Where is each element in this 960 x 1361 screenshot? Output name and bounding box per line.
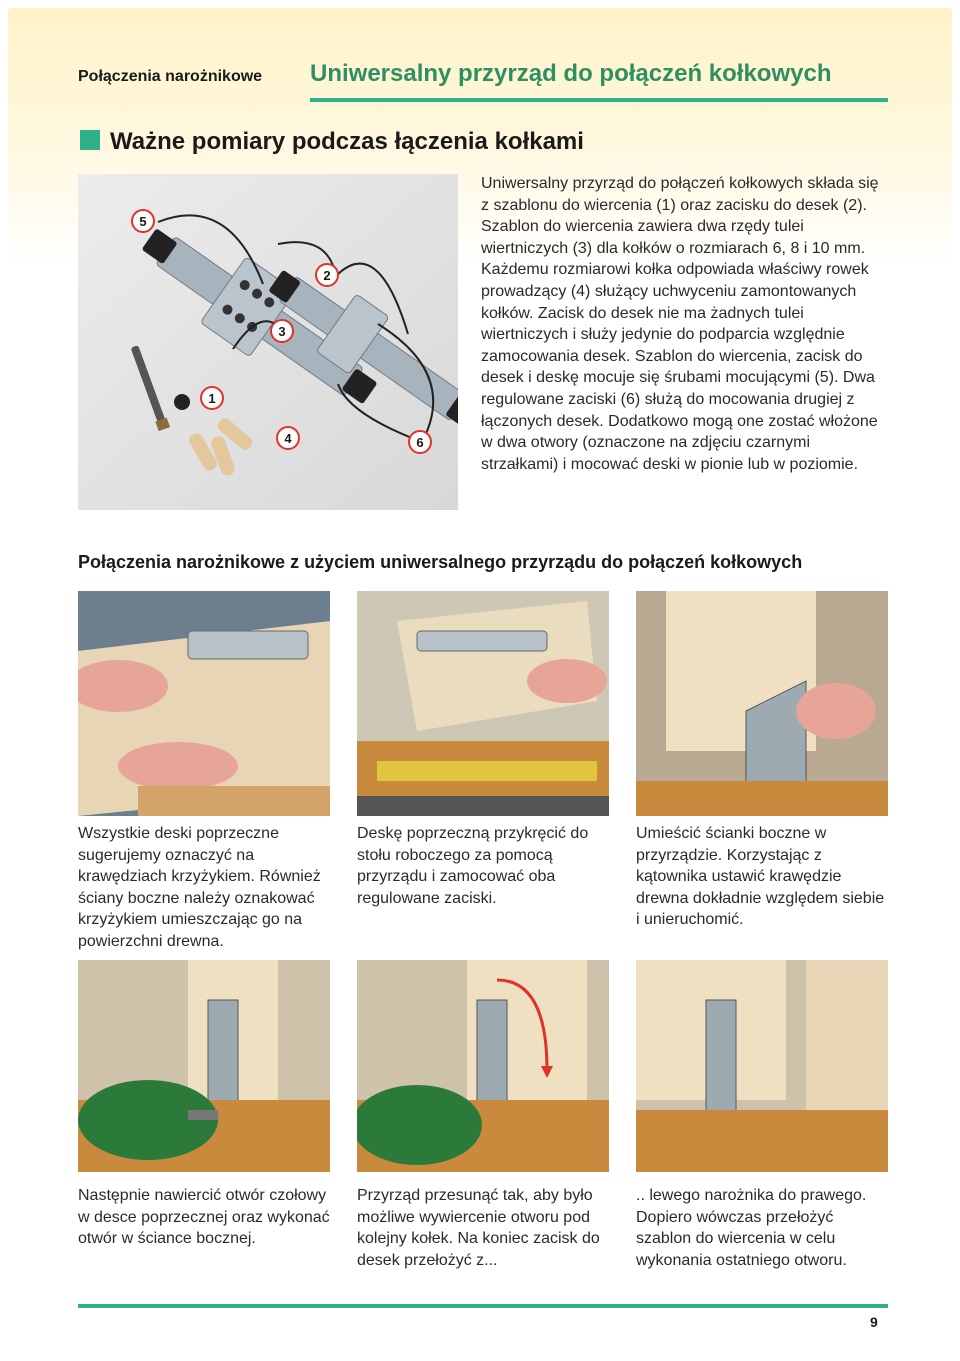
step-2-caption: Deskę poprzeczną przykręcić do stołu roboczego za pomocą przyrządu i zamocować oba regulowane zaciski. <box>357 825 589 907</box>
page-title: Uniwersalny przyrząd do połączeń kołkowych <box>310 60 832 87</box>
label-1: 1 <box>200 386 224 410</box>
step-6-caption: .. lewego narożnika do prawego. Dopiero wówczas przełożyć szablon do wiercenia w celu wykonania ostatniego otworu. <box>636 1187 867 1269</box>
intro-paragraph: Uniwersalny przyrząd do połączeń kołkowych składa się z szablonu do wiercenia (1) oraz zacisku do desek (2). Szablon do wiercenia zawiera dwa rzędy tulei wiertniczych (3) dla kołków o rozmiarach 6, 8 i 10 mm. Każdemu rozmiarowi kołka odpowiada właściwy rowek prowadzący (4) służący uchwyceniu zamontowanych kołków. Zacisk do desek nie ma żadnych tulei wiertniczych i służy jedynie do podparcia względnie zamocowania desek. Szablon do wiercenia, zacisk do desek i deskę mocuje się śrubami mocującymi (5). Dwa regulowane zaciski (6) służą do mocowania drugiej z łączonych desek. Dodatkowo mogą one zostać włożone w dwa otwory (oznaczone na zdjęciu czarnymi strzałkami) i mocować deski w pionie lub w poziomie. <box>481 175 879 473</box>
section-marker-icon <box>80 130 100 150</box>
footer-divider <box>78 1304 888 1308</box>
step-2-photo <box>357 591 609 816</box>
dowel-jig-photo <box>78 174 458 510</box>
step-1-photo <box>78 591 330 816</box>
page-number: 9 <box>870 1314 878 1330</box>
label-5: 5 <box>131 209 155 233</box>
header-section-label: Połączenia narożnikowe <box>78 68 263 85</box>
label-4: 4 <box>276 426 300 450</box>
step-4-caption: Następnie nawiercić otwór czołowy w desce poprzecznej oraz wykonać otwór w ściance bocznej. <box>78 1187 330 1248</box>
step-5-photo <box>357 960 609 1172</box>
section-title: Ważne pomiary podczas łączenia kołkami <box>110 128 584 155</box>
label-6: 6 <box>408 430 432 454</box>
step-6-photo <box>636 960 888 1172</box>
step-1-caption: Wszystkie deski poprzeczne sugerujemy oznaczyć na krawędziach krzyżykiem. Również ściany boczne należy oznakować krzyżykiem umieszczając go na powierzchni drewna. <box>78 825 321 950</box>
step-4-photo <box>78 960 330 1172</box>
subsection-title: Połączenia narożnikowe z użyciem uniwersalnego przyrządu do połączeń kołkowych <box>78 552 803 572</box>
label-3: 3 <box>270 319 294 343</box>
header-divider <box>310 98 888 102</box>
label-2: 2 <box>315 263 339 287</box>
step-3-photo <box>636 591 888 816</box>
step-5-caption: Przyrząd przesunąć tak, aby było możliwe wywiercenie otworu pod kolejny kołek. Na koniec zacisk do desek przełożyć z... <box>357 1187 600 1269</box>
step-3-caption: Umieścić ścianki boczne w przyrządzie. Korzystając z kątownika ustawić krawędzie drewna dokładnie względem siebie i unieruchomić. <box>636 825 885 929</box>
